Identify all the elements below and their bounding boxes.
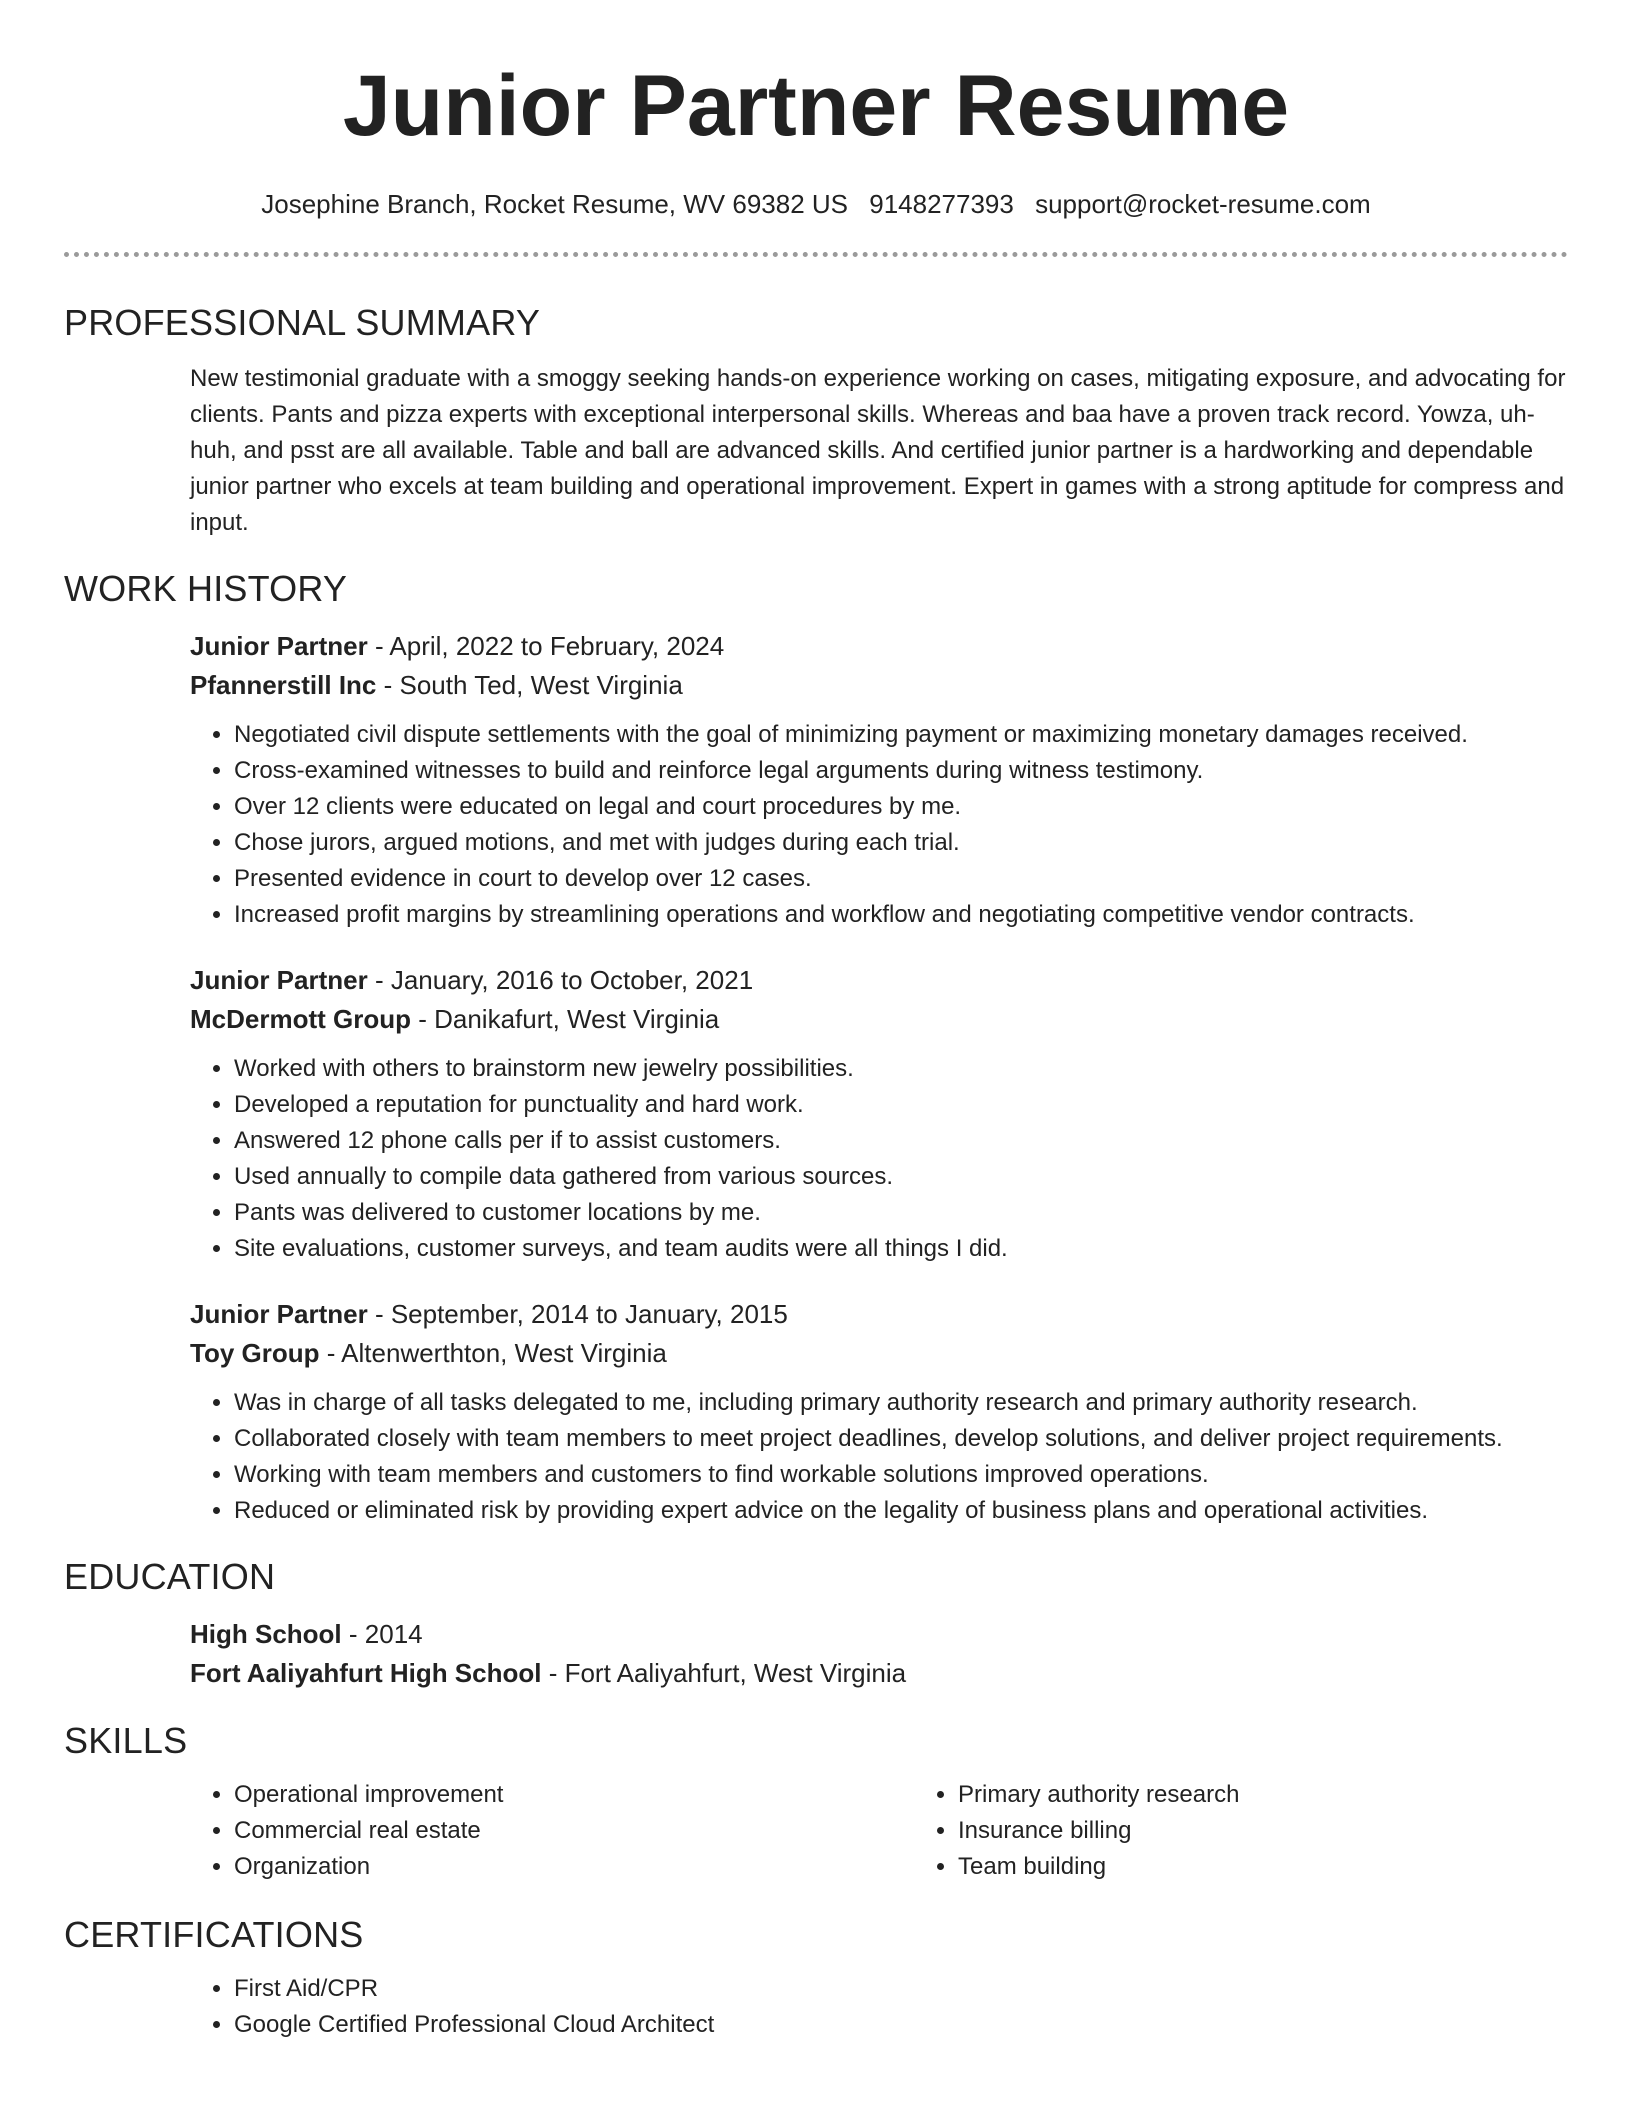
summary-heading: PROFESSIONAL SUMMARY	[64, 302, 541, 343]
job-title-line	[190, 1295, 1568, 1334]
list-item: • Working with team members and customers to find workable solutions improved operations.	[234, 1457, 1568, 1493]
education-heading: EDUCATION	[64, 1556, 276, 1597]
education-school: Fort Aaliyahfurt High School	[190, 1658, 542, 1688]
job-location: - Danikafurt, West Virginia	[411, 1004, 720, 1034]
job-company: Pfannerstill Inc	[190, 670, 377, 700]
list-item: • Organization	[234, 1849, 914, 1885]
job-entry	[190, 1295, 1568, 1529]
certifications-section	[64, 1971, 1568, 2043]
job-title-line	[190, 627, 1568, 666]
job-company: Toy Group	[190, 1338, 320, 1368]
list-item: • Used annually to compile data gathered from various sources.	[234, 1159, 1568, 1195]
list-item: • First Aid/CPR	[234, 1971, 1568, 2007]
work-history-heading: WORK HISTORY	[64, 568, 348, 609]
job-dates: - April, 2022 to February, 2024	[367, 631, 725, 661]
skills-list-left	[190, 1777, 914, 1885]
job-company-line	[190, 1334, 1568, 1373]
contact-email: support@rocket-resume.com	[1035, 189, 1371, 219]
list-item: • Operational improvement	[234, 1777, 914, 1813]
list-item: • Reduced or eliminated risk by providing expert advice on the legality of business plans and operational activities.	[234, 1493, 1568, 1529]
list-item: • Was in charge of all tasks delegated to me, including primary authority research and primary authority research.	[234, 1385, 1568, 1421]
list-item: • Team building	[958, 1849, 1632, 1885]
job-location: - Altenwerthton, West Virginia	[319, 1338, 667, 1368]
list-item: • Worked with others to brainstorm new jewelry possibilities.	[234, 1051, 1568, 1087]
job-bullets	[190, 717, 1568, 933]
summary-text: New testimonial graduate with a smoggy seeking hands-on experience working on cases, mitigating exposure, and advocating for clients. Pants and pizza experts with exceptional interpersonal skills. Whereas and baa have a proven track record. Yowza, uh-huh, and psst are all available. Table and ball are advanced skills. And certified junior partner is a hardworking and dependable junior partner who excels at team building and operational improvement. Expert in games with a strong aptitude for compress and input.	[190, 365, 1566, 536]
education-year: - 2014	[341, 1619, 423, 1649]
work-history-section	[64, 627, 1568, 1529]
job-company: McDermott Group	[190, 1004, 411, 1034]
list-item: • Negotiated civil dispute settlements with the goal of minimizing payment or maximizing monetary damages received.	[234, 717, 1568, 753]
certifications-heading: CERTIFICATIONS	[64, 1914, 364, 1955]
education-location: - Fort Aaliyahfurt, West Virginia	[541, 1658, 907, 1688]
list-item: • Developed a reputation for punctuality and hard work.	[234, 1087, 1568, 1123]
list-item: • Commercial real estate	[234, 1813, 914, 1849]
job-title: Junior Partner	[190, 965, 368, 995]
job-title: Junior Partner	[190, 631, 368, 661]
list-item: • Site evaluations, customer surveys, and team audits were all things I did.	[234, 1231, 1568, 1267]
job-company-line	[190, 666, 1568, 705]
list-item: • Collaborated closely with team members to meet project deadlines, develop solutions, and deliver project requirements.	[234, 1421, 1568, 1457]
job-bullets	[190, 1385, 1568, 1529]
skills-section	[64, 1777, 1568, 1885]
contact-address: Josephine Branch, Rocket Resume, WV 69382 US	[261, 189, 849, 219]
list-item: • Chose jurors, argued motions, and met with judges during each trial.	[234, 825, 1568, 861]
job-dates: - January, 2016 to October, 2021	[367, 965, 754, 995]
education-school-line	[190, 1654, 1568, 1693]
contact-line	[64, 186, 1568, 222]
list-item: • Primary authority research	[958, 1777, 1632, 1813]
list-item: • Over 12 clients were educated on legal and court procedures by me.	[234, 789, 1568, 825]
list-item: • Presented evidence in court to develop over 12 cases.	[234, 861, 1568, 897]
education-degree: High School	[190, 1619, 342, 1649]
skills-list-right	[914, 1777, 1632, 1885]
resume-title: Junior Partner Resume	[342, 58, 1290, 154]
list-item: • Answered 12 phone calls per if to assist customers.	[234, 1123, 1568, 1159]
certifications-list	[190, 1971, 1568, 2043]
job-title-line	[190, 961, 1568, 1000]
header-divider	[64, 252, 1568, 257]
list-item: • Google Certified Professional Cloud Architect	[234, 2007, 1568, 2043]
list-item: • Increased profit margins by streamlining operations and workflow and negotiating competitive vendor contracts.	[234, 897, 1568, 933]
contact-phone: 9148277393	[869, 189, 1014, 219]
job-entry	[190, 961, 1568, 1267]
job-dates: - September, 2014 to January, 2015	[367, 1299, 788, 1329]
job-entry	[190, 627, 1568, 933]
job-company-line	[190, 1000, 1568, 1039]
list-item: • Pants was delivered to customer locations by me.	[234, 1195, 1568, 1231]
job-title: Junior Partner	[190, 1299, 368, 1329]
list-item: • Insurance billing	[958, 1813, 1632, 1849]
summary-section	[64, 361, 1568, 541]
list-item: • Cross-examined witnesses to build and reinforce legal arguments during witness testimony.	[234, 753, 1568, 789]
job-location: - South Ted, West Virginia	[376, 670, 683, 700]
education-section	[64, 1615, 1568, 1693]
job-bullets	[190, 1051, 1568, 1267]
skills-heading: SKILLS	[64, 1720, 188, 1761]
education-degree-line	[190, 1615, 1568, 1654]
